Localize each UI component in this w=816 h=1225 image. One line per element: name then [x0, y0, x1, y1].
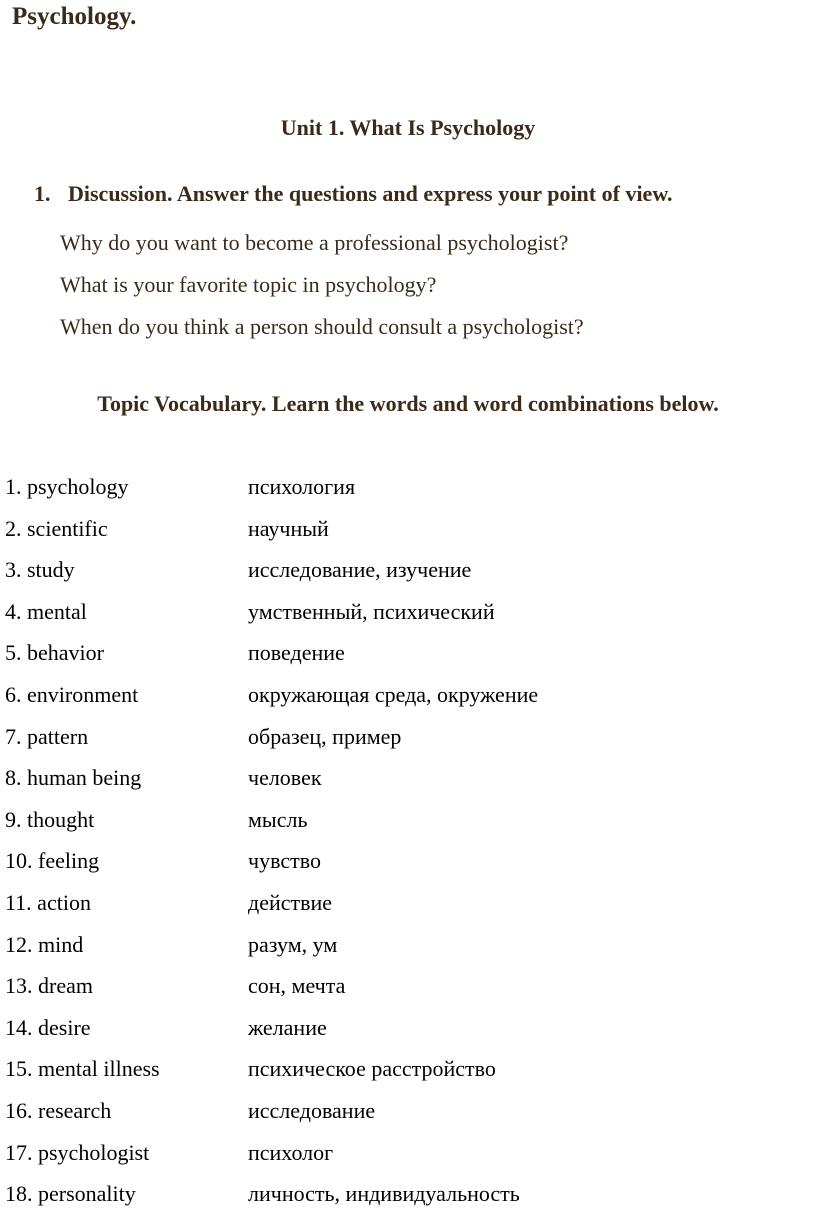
question-item: When do you think a person should consult a psychologist?: [60, 314, 584, 339]
vocabulary-term: 12. mind: [5, 931, 84, 957]
vocabulary-term: 4. mental: [5, 598, 87, 624]
vocabulary-translation: мысль: [248, 806, 308, 832]
vocabulary-term: 15. mental illness: [5, 1056, 160, 1082]
discussion-heading-text: Discussion. Answer the questions and express your point of view.: [68, 181, 673, 206]
vocabulary-translation: желание: [248, 1014, 327, 1040]
discussion-number: 1.: [34, 181, 51, 206]
vocabulary-term: 6. environment: [5, 681, 139, 707]
vocabulary-term: 13. dream: [5, 973, 93, 999]
vocabulary-translation: окружающая среда, окружение: [248, 681, 539, 707]
question-item: Why do you want to become a professional psychologist?: [60, 230, 569, 255]
vocabulary-translation: личность, индивидуальность: [248, 1181, 520, 1207]
vocabulary-term: 8. human being: [5, 765, 142, 791]
vocabulary-translation: действие: [248, 889, 333, 915]
vocabulary-translation: человек: [248, 765, 322, 791]
vocabulary-translation: исследование, изучение: [248, 557, 472, 583]
document-title: Psychology.: [12, 3, 137, 30]
vocabulary-term: 11. action: [5, 889, 91, 915]
vocabulary-translation: научный: [248, 515, 329, 541]
vocabulary-term: 10. feeling: [5, 848, 100, 874]
vocabulary-translation: психология: [248, 474, 356, 499]
unit-title: Unit 1. What Is Psychology: [280, 115, 536, 140]
vocabulary-translation: поведение: [248, 640, 345, 666]
vocabulary-term: 9. thought: [5, 806, 95, 832]
vocabulary-translation: образец, пример: [248, 723, 402, 749]
vocabulary-heading: Topic Vocabulary. Learn the words and word combinations below.: [97, 391, 719, 416]
vocabulary-translation: психическое расстройство: [248, 1056, 496, 1082]
vocabulary-term: 1. psychology: [5, 474, 129, 499]
vocabulary-term: 16. research: [5, 1097, 112, 1123]
discussion-questions: [60, 222, 584, 348]
vocabulary-term: 17. psychologist: [5, 1139, 150, 1165]
vocabulary-term: 2. scientific: [5, 515, 108, 541]
vocabulary-term: 14. desire: [5, 1014, 91, 1040]
vocabulary-term: 5. behavior: [5, 640, 104, 666]
question-item: What is your favorite topic in psychology?: [60, 272, 437, 297]
discussion-heading: [34, 180, 673, 208]
vocabulary-term: 18. personality: [5, 1181, 136, 1207]
vocabulary-translation: психолог: [248, 1139, 334, 1165]
vocabulary-term: 7. pattern: [5, 723, 89, 749]
vocabulary-term: 3. study: [5, 557, 75, 583]
vocabulary-translation: умственный, психический: [248, 598, 495, 624]
vocabulary-translation: исследование: [248, 1097, 376, 1123]
vocabulary-translation: разум, ум: [248, 931, 338, 957]
vocabulary-translation: чувство: [248, 848, 321, 874]
vocabulary-translation: сон, мечта: [248, 973, 346, 999]
